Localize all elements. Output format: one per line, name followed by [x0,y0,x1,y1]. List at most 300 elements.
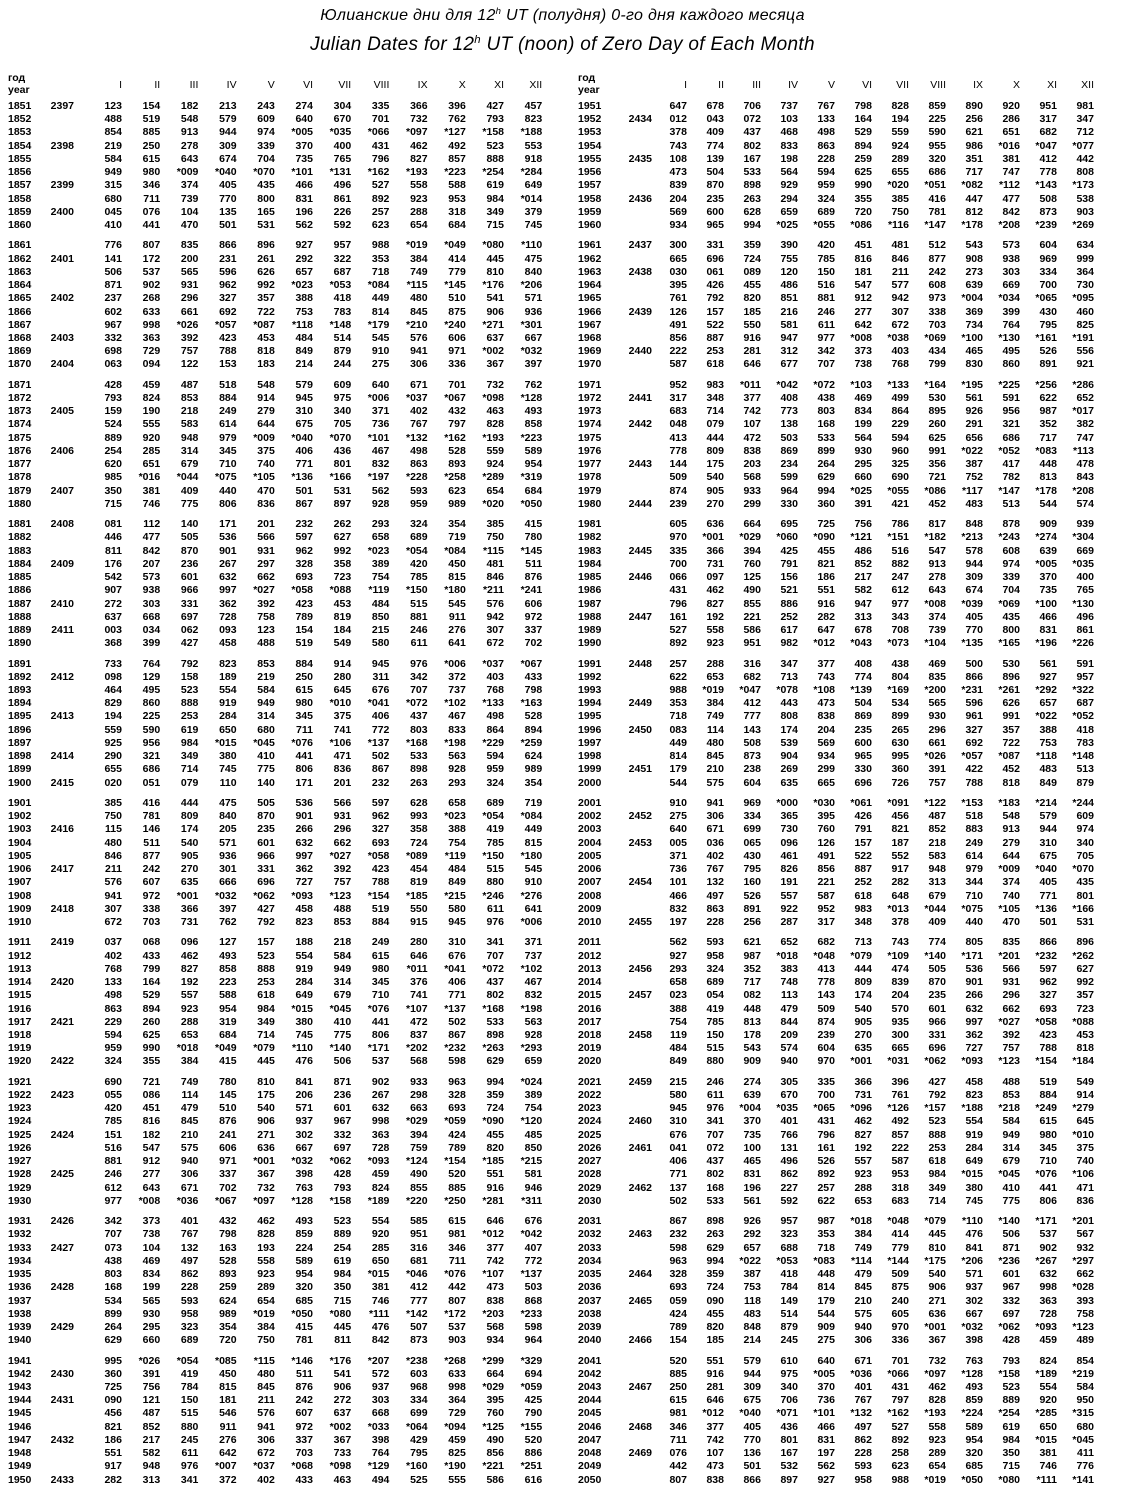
jd-cell: 396 [448,100,466,112]
jd-cell: 780 [524,531,543,544]
base-jd-cell: 2431 [50,1394,74,1407]
jd-cell: 982 [780,637,798,650]
jd-cell: 514 [780,1307,798,1320]
jd-cell: 159 [104,405,122,418]
year-cell: 1954 [578,139,602,152]
year-cell: 2039 [578,1320,602,1333]
jd-cell: 288 [410,205,428,218]
jd-cell: 646 [743,358,761,371]
jd-cell: 054 [706,989,724,1002]
jd-cell: 349 [180,750,199,763]
jd-cell: 408 [780,392,798,405]
jd-cell: *001 [850,1055,872,1068]
jd-cell: *251 [520,1460,543,1473]
jd-cell: 936 [219,849,237,862]
jd-cell: 312 [780,345,798,358]
jd-cell: *055 [813,218,835,231]
base-jd-cell: 2412 [50,670,74,683]
jd-cell: 282 [817,610,835,623]
jd-cell: 806 [219,497,237,510]
jd-cell: 140 [180,518,199,531]
jd-cell: 598 [448,1055,466,1068]
jd-cell: 700 [669,557,687,570]
jd-cell: 635 [854,1042,872,1055]
jd-cell: 984 [1002,1433,1020,1446]
jd-cell: *259 [520,736,543,749]
jd-cell: 715 [1002,1460,1020,1473]
jd-cell: 615 [1039,1115,1057,1128]
jd-cell: *193 [924,1407,946,1420]
jd-cell: 605 [891,1307,909,1320]
jd-cell: 705 [333,418,352,431]
year-cell: 1883 [8,544,32,557]
jd-cell: 758 [257,610,275,623]
jd-cell: 217 [854,571,872,584]
jd-cell: 894 [524,723,543,736]
jd-cell: 575 [854,1307,872,1320]
jd-cell: 762 [524,378,543,391]
jd-cell: 181 [854,265,872,278]
jd-cell: *022 [1035,710,1057,723]
jd-cell: 901 [965,976,983,989]
jd-cell: 260 [142,1015,161,1028]
table-row [578,1102,1118,1115]
jd-cell: 330 [854,763,872,776]
jd-cell: 761 [669,292,687,305]
jd-cell: 944 [743,1367,761,1380]
year-label-ru: год [578,72,596,84]
jd-cell: 802 [706,1168,724,1181]
jd-cell: 540 [928,1268,946,1281]
base-jd-cell: 2440 [628,345,652,358]
jd-cell: *005 [291,126,313,139]
jd-cell: 438 [891,657,909,670]
jd-cell: *036 [850,1367,872,1380]
jd-cell: 462 [706,584,724,597]
table-row [8,1155,558,1168]
jd-cell: 977 [104,1194,122,1207]
jd-cell: 612 [891,584,909,597]
jd-cell: *070 [1072,863,1094,876]
jd-cell: 508 [743,736,761,749]
year-cell: 2017 [578,1015,602,1028]
jd-cell: 628 [410,797,428,809]
jd-cell: 947 [854,597,872,610]
jd-cell: 295 [854,458,872,471]
year-cell: 1982 [578,531,602,544]
jd-cell: 525 [410,1473,428,1486]
jd-cell: 568 [410,1055,428,1068]
base-jd-cell: 2468 [628,1420,652,1433]
year-cell: 1899 [8,763,32,776]
jd-cell: 381 [371,1281,390,1294]
jd-cell: 168 [817,418,835,431]
month-header: VIII [373,79,390,91]
jd-cell: 812 [965,205,983,218]
jd-cell: 289 [928,1447,946,1460]
jd-cell: 575 [706,776,724,789]
jd-cell: 320 [965,1447,983,1460]
jd-cell: 972 [295,1420,313,1433]
jd-cell: *119 [368,584,390,597]
jd-cell: 855 [743,597,761,610]
jd-cell: 249 [965,836,983,849]
jd-cell: 788 [219,345,237,358]
table-row [578,1228,1118,1241]
jd-cell: 389 [524,1089,543,1102]
jd-cell: 838 [486,1294,504,1307]
jd-cell: *001 [924,1320,946,1333]
table-row [8,1381,558,1394]
jd-cell: *162 [444,431,466,444]
jd-cell: 839 [669,179,687,192]
jd-cell: 331 [180,597,199,610]
jd-cell: *070 [329,431,352,444]
jd-cell: 641 [524,902,543,915]
jd-cell: 767 [706,863,724,876]
jd-cell: 962 [295,544,313,557]
table-row [578,518,1118,531]
jd-cell: 827 [180,962,199,975]
jd-cell: 398 [965,1334,983,1347]
table-row [578,379,1118,392]
jd-cell: 486 [854,544,872,557]
table-row [578,936,1118,949]
jd-cell: 815 [448,571,466,584]
jd-cell: 661 [928,736,946,749]
jd-cell: 506 [333,1055,352,1068]
jd-cell: *027 [253,584,275,597]
jd-cell: 882 [891,557,909,570]
jd-cell: 493 [524,405,543,418]
table-row [8,306,558,319]
jd-cell: 680 [1076,1420,1094,1433]
jd-cell: 183 [257,358,275,371]
jd-cell: 898 [706,1215,724,1228]
jd-cell: 339 [1002,571,1020,584]
jd-cell: 257 [817,1181,835,1194]
jd-cell: 783 [333,305,352,318]
year-label-en: year [578,84,600,96]
jd-cell: 983 [706,378,724,391]
jd-cell: 349 [928,1181,946,1194]
jd-cell: 540 [854,1002,872,1015]
jd-cell: 309 [219,139,237,152]
jd-cell: *210 [405,318,428,331]
jd-cell: 846 [104,849,122,862]
jd-cell: 949 [333,962,352,975]
table-row [578,611,1118,624]
jd-cell: 719 [524,797,543,809]
base-jd-cell: 2416 [50,823,74,836]
jd-cell: 514 [333,331,352,344]
jd-cell: 767 [817,100,835,112]
jd-cell: 958 [854,1473,872,1486]
jd-cell: 793 [333,1181,352,1194]
jd-cell: *068 [291,1460,313,1473]
jd-cell: 510 [448,292,466,305]
jd-cell: 740 [1076,1155,1094,1168]
jd-cell: 375 [1076,1141,1094,1154]
jd-cell: 924 [486,458,504,471]
jd-cell: 734 [965,318,983,331]
jd-cell: 345 [371,976,390,989]
jd-cell: *058 [291,584,313,597]
jd-cell: 980 [1039,1128,1057,1141]
jd-cell: *020 [482,497,504,510]
jd-cell: *001 [176,889,199,902]
jd-cell: 960 [891,444,909,457]
jd-cell: 964 [524,1334,543,1347]
jd-cell: 946 [524,1181,543,1194]
jd-cell: *041 [367,697,390,710]
table-row [578,876,1118,889]
year-cell: 1923 [8,1102,32,1115]
jd-cell: 992 [1076,976,1094,989]
year-cell: 2024 [578,1115,602,1128]
base-jd-cell: 2462 [628,1181,652,1194]
jd-cell: 896 [257,239,275,252]
jd-cell: 866 [219,239,237,252]
jd-cell: 860 [142,697,161,710]
jd-cell: *201 [1072,1215,1094,1228]
jd-cell: 966 [180,584,199,597]
year-cell: 1904 [8,836,32,849]
table-row [578,989,1118,1002]
jd-cell: 825 [1076,318,1094,331]
jd-cell: 476 [965,1228,983,1241]
jd-cell: *319 [520,471,543,484]
jd-cell: *028 [1072,1281,1094,1294]
jd-cell: 201 [257,518,275,531]
jd-cell: 288 [854,1181,872,1194]
year-cell: 1976 [578,444,602,457]
jd-cell: 318 [891,1181,909,1194]
jd-cell: 543 [743,1042,761,1055]
jd-cell: *183 [998,797,1020,809]
jd-cell: 469 [854,392,872,405]
jd-cell: 843 [1076,471,1094,484]
month-header: V [267,79,275,91]
jd-cell: 371 [669,849,687,862]
jd-cell: 750 [486,531,504,544]
table-row [8,392,558,405]
table-row [578,292,1118,305]
jd-cell: 628 [743,205,761,218]
table-row [8,810,558,823]
year-cell: 2045 [578,1407,602,1420]
jd-cell: 867 [669,1215,687,1228]
base-jd-cell: 2429 [50,1320,74,1333]
jd-cell: 426 [706,279,724,292]
jd-cell: 583 [928,849,946,862]
jd-cell: *079 [924,1215,946,1228]
jd-cell: 576 [104,876,122,889]
jd-cell: 477 [1002,192,1020,205]
jd-cell: 624 [219,1294,237,1307]
jd-cell: 431 [891,1381,909,1394]
jd-cell: 472 [410,1015,428,1028]
jd-cell: 987 [743,949,761,962]
jd-cell: 707 [104,1228,122,1241]
jd-cell: 976 [706,1102,724,1115]
year-cell: 1897 [8,736,32,749]
jd-cell: 861 [333,192,352,205]
jd-cell: *238 [405,1354,428,1367]
jd-cell: 401 [854,1381,872,1394]
jd-cell: 681 [410,1254,428,1267]
year-cell: 1877 [8,458,32,471]
jd-cell: *200 [924,684,946,697]
jd-cell: 790 [524,1407,543,1420]
jd-cell: *098 [482,392,504,405]
jd-cell: 218 [928,836,946,849]
table-row [8,1215,558,1228]
jd-cell: 898 [410,763,428,776]
jd-cell: 349 [486,205,504,218]
jd-cell: 412 [410,1281,428,1294]
jd-cell: 524 [104,418,122,431]
jd-cell: 799 [142,962,161,975]
jd-cell: *009 [998,863,1020,876]
jd-cell: 331 [928,1028,946,1041]
jd-cell: *219 [1072,1367,1094,1380]
jd-cell: 611 [487,902,504,915]
base-jd-cell: 2409 [50,557,74,570]
jd-cell: 707 [706,1128,724,1141]
jd-cell: 743 [891,936,909,949]
jd-cell: 385 [486,518,504,531]
jd-cell: *061 [850,797,872,809]
jd-cell: *203 [482,1307,504,1320]
jd-cell: 926 [743,1215,761,1228]
jd-cell: *076 [367,1002,390,1015]
table-row [8,750,558,763]
jd-cell: 995 [104,1354,122,1367]
jd-cell: 732 [410,113,428,126]
table-row [8,1281,558,1294]
jd-cell: 667 [524,331,543,344]
jd-cell: *019 [405,239,428,252]
jd-cell: 217 [142,1433,161,1446]
jd-cell: 834 [142,1268,161,1281]
table-row [8,1016,558,1029]
jd-cell: 745 [295,1028,313,1041]
table-row [8,1434,558,1447]
jd-cell: *158 [329,1194,352,1207]
jd-cell: *071 [776,1407,798,1420]
jd-cell: 714 [706,405,724,418]
jd-cell: 820 [743,292,761,305]
jd-cell: 449 [371,292,390,305]
jd-cell: 450 [219,1367,237,1380]
jd-cell: 384 [854,1228,872,1241]
jd-cell: 807 [669,1473,687,1486]
jd-cell: *221 [482,1460,504,1473]
year-cell: 1980 [578,497,602,510]
jd-cell: 642 [219,1447,237,1460]
jd-cell: 473 [669,166,687,179]
base-jd-cell: 2458 [628,1028,652,1041]
jd-cell: 598 [669,1241,687,1254]
jd-cell: 779 [448,265,466,278]
jd-cell: 475 [524,252,543,265]
year-cell: 1918 [8,1028,32,1041]
jd-cell: 970 [669,531,687,544]
table-row [8,850,558,863]
year-cell: 2049 [578,1460,602,1473]
jd-cell: 549 [333,637,352,650]
jd-cell: 771 [295,458,313,471]
jd-cell: *051 [924,179,946,192]
jd-cell: 405 [219,179,237,192]
jd-cell: 322 [333,252,352,265]
jd-cell: 877 [142,849,161,862]
year-cell: 1968 [578,331,602,344]
jd-cell: 336 [891,1334,909,1347]
jd-cell: 684 [448,218,466,231]
jd-cell: 171 [295,776,313,789]
jd-cell: 884 [1039,1089,1057,1102]
jd-cell: *150 [482,849,504,862]
jd-cell: 714 [257,1028,275,1041]
table-row [8,903,558,916]
jd-cell: *052 [998,444,1020,457]
base-jd-cell: 2446 [628,571,652,584]
jd-cell: 492 [448,139,466,152]
jd-cell: 581 [780,318,798,331]
table-row [8,1003,558,1016]
jd-cell: 753 [295,305,313,318]
jd-cell: 458 [219,637,237,650]
jd-cell: 330 [780,497,798,510]
jd-cell: *145 [520,544,543,557]
jd-cell: 150 [817,265,835,278]
table-row [578,1076,1118,1089]
jd-cell: *143 [1035,179,1057,192]
month-header: VIII [930,79,946,91]
jd-cell: 311 [372,670,390,683]
jd-cell: 784 [780,1281,798,1294]
year-column-label [8,72,30,96]
jd-cell: 246 [410,623,428,636]
jd-cell: 815 [219,1381,237,1394]
jd-cell: 974 [257,126,275,139]
jd-cell: 426 [854,810,872,823]
jd-cell: 627 [333,531,352,544]
jd-cell: 969 [1039,252,1057,265]
jd-cell: 411 [1077,1447,1094,1460]
jd-cell: 306 [180,1168,199,1181]
month-header: IX [417,79,428,91]
jd-cell: 519 [295,637,313,650]
jd-cell: 196 [743,1181,761,1194]
jd-cell: 487 [180,378,199,391]
jd-cell: 941 [410,345,428,358]
jd-cell: 906 [257,1115,275,1128]
jd-cell: 923 [854,1168,872,1181]
table-row [8,837,558,850]
jd-cell: 522 [706,318,724,331]
year-cell: 1925 [8,1128,32,1141]
jd-cell: 561 [965,392,983,405]
year-cell: 1955 [578,152,602,165]
jd-cell: 728 [371,1141,390,1154]
table-row [8,950,558,963]
jd-cell: 881 [410,610,428,623]
jd-cell: 414 [891,1228,909,1241]
jd-cell: *289 [482,471,504,484]
